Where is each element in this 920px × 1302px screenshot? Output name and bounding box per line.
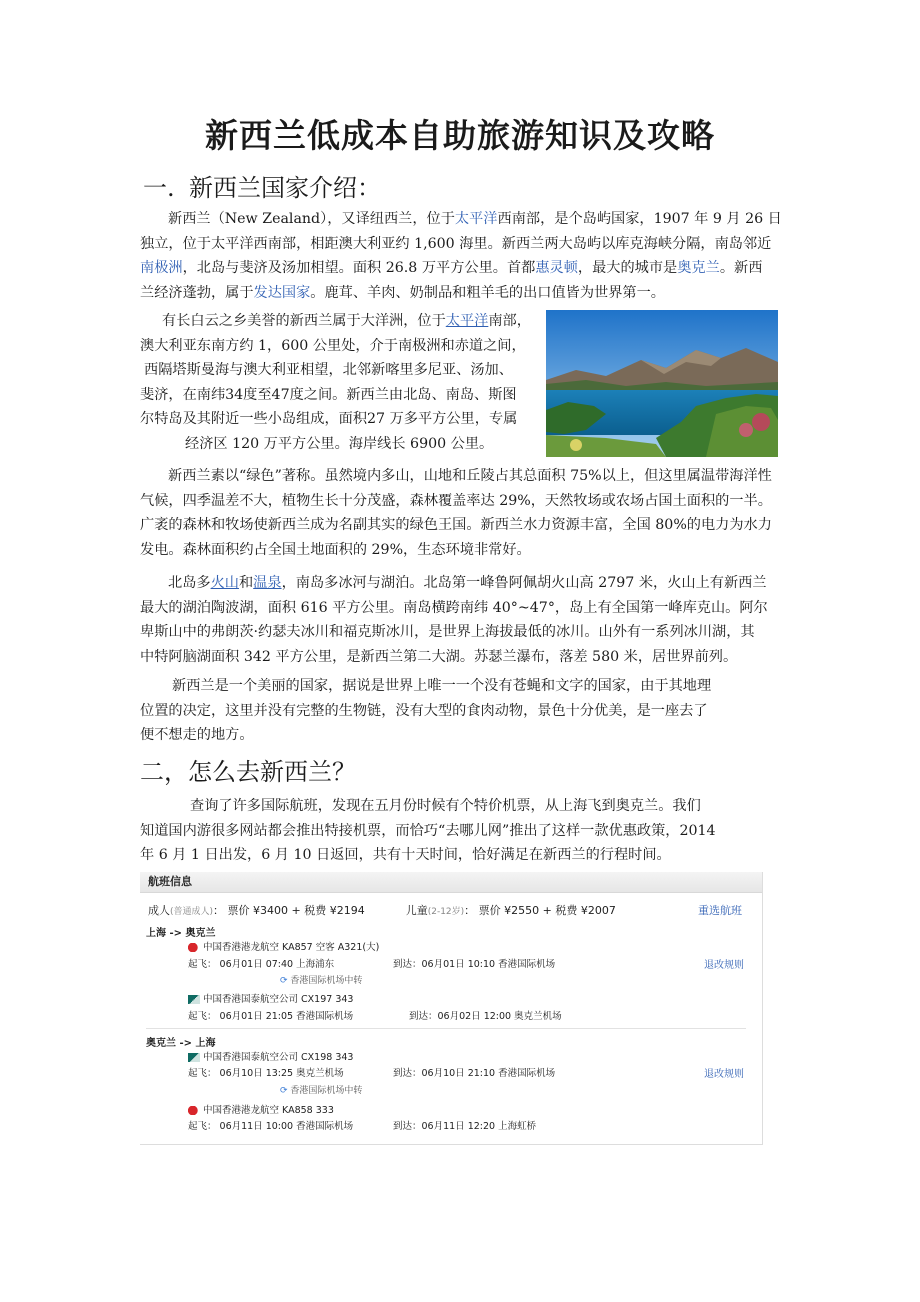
inbound-leg2-airline: 中国香港港龙航空 KA858 333 bbox=[188, 1102, 334, 1116]
beauty-paragraph: 新西兰是一个美丽的国家，据说是世界上唯一一个没有苍蝇和文字的国家，由于其地理 位置的决定，这里并没有完整的生物链，没有大型的食肉动物，景色十分优美，是一座去了 便不想走的地方。 bbox=[140, 678, 712, 743]
inbound-leg1-airline: 中国香港国泰航空公司 CX198 343 bbox=[188, 1049, 353, 1063]
price-row bbox=[148, 902, 616, 918]
section1-number: 一. bbox=[143, 174, 175, 202]
cathay-logo-icon bbox=[188, 995, 200, 1004]
inbound-change-rules-link[interactable]: 退改规则 bbox=[704, 1069, 744, 1080]
outbound-leg2-airline: 中国香港国泰航空公司 CX197 343 bbox=[188, 991, 353, 1005]
cathay-logo-icon bbox=[188, 1053, 200, 1062]
link-auckland[interactable]: 奥克兰 bbox=[677, 260, 720, 276]
outbound-leg1-depart: 起飞： 06月01日 07:40 上海浦东 bbox=[188, 959, 335, 970]
child-label: 儿童 bbox=[405, 904, 428, 917]
link-antarctica[interactable]: 南极洲 bbox=[140, 260, 183, 276]
inbound-leg2-arrive: 到达：06月11日 12:20 上海虹桥 bbox=[393, 1121, 537, 1132]
outbound-change-rules-link[interactable]: 退改规则 bbox=[704, 960, 744, 971]
dragonair-logo-icon bbox=[188, 943, 200, 952]
link-wellington[interactable]: 惠灵顿 bbox=[535, 260, 578, 276]
flight-panel-header: 航班信息 bbox=[140, 872, 762, 893]
outbound-leg1-airline: 中国香港港龙航空 KA857 空客 A321(大) bbox=[188, 939, 379, 953]
inbound-leg1-arrive: 到达：06月10日 21:10 香港国际机场 bbox=[393, 1068, 556, 1079]
link-developed-country[interactable]: 发达国家 bbox=[253, 284, 311, 301]
outbound-leg2-depart: 起飞： 06月01日 21:05 香港国际机场 bbox=[188, 1011, 354, 1022]
link-pacific-2[interactable]: 太平洋 bbox=[445, 313, 489, 329]
flight-info-panel bbox=[140, 872, 763, 1145]
adult-note: (普通成人) bbox=[170, 907, 214, 917]
section2-heading: 二，怎么去新西兰？ bbox=[140, 758, 356, 786]
section1-heading bbox=[143, 168, 381, 203]
intro-paragraph: 新西兰（New Zealand），又译纽西兰，位于太平洋西南部，是个岛屿国家，1907 年 9 月 26 日 独立，位于太平洋西南部，相距澳大利亚约 1,600 海里。新西兰两大岛屿以库克海峡分隔，南岛邻近 南极洲，北岛与斐济及汤加相望。面积 26.8 万平方公里。首都惠灵顿，最大的城市是奥克兰。新西 兰经济蓬勃，属于发达国家。鹿茸、羊肉、奶制品和粗羊毛的出口值皆为世界第一。 bbox=[140, 211, 782, 301]
inbound-leg2-depart: 起飞： 06月11日 10:00 香港国际机场 bbox=[188, 1121, 354, 1132]
green-paragraph: 新西兰素以“绿色”著称。虽然境内多山，山地和丘陵占其总面积 75%以上，但这里属温带海洋性 气候，四季温差不大，植物生长十分茂盛，森林覆盖率达 29%，天然牧场或农场占国土面积的一半。 广袤的森林和牧场使新西兰成为名副其实的绿色王国。新西兰水力资源丰富，全国 80%的电力为水力 发电。森林面积约占全国土地面积的 29%，生态环境非常好。 bbox=[140, 468, 772, 558]
inbound-transfer-note: ⟳ 香港国际机场中转 bbox=[280, 1086, 363, 1096]
outbound-leg2-arrive: 到达：06月02日 12:00 奥克兰机场 bbox=[409, 1011, 562, 1022]
link-volcano[interactable]: 火山 bbox=[210, 575, 239, 591]
child-note: (2-12岁) bbox=[427, 907, 465, 917]
landscape-illustration bbox=[546, 310, 778, 457]
page-title: 新西兰低成本自助旅游知识及攻略 bbox=[205, 116, 715, 155]
route-divider bbox=[146, 1028, 746, 1029]
geography-paragraph: 有长白云之乡美誉的新西兰属于大洋洲，位于太平洋南部， 澳大利亚东南方约 1，600 公里处，介于南极洲和赤道之间， 西隔塔斯曼海与澳大利亚相望，北邻新喀里多尼亚、汤加、 斐济，在南纬34度至47度之间。新西兰由北岛、南岛、斯图 尔特岛及其附近一些小岛组成，面积27 万多平方公里，专属 经济区 120 万平方公里。海岸线长 6900 公里。 bbox=[140, 313, 531, 452]
inbound-route: 奥克兰 -> 上海 bbox=[146, 1038, 216, 1049]
child-price: ： 票价 ¥2550 + 税费 ¥2007 bbox=[464, 904, 616, 917]
outbound-leg1-arrive: 到达：06月01日 10:10 香港国际机场 bbox=[393, 959, 556, 970]
outbound-transfer-note: ⟳ 香港国际机场中转 bbox=[280, 976, 363, 986]
outbound-route: 上海 -> 奥克兰 bbox=[146, 928, 216, 939]
adult-label: 成人 bbox=[148, 904, 170, 917]
transfer-icon: ⟳ bbox=[280, 976, 288, 986]
inbound-leg1-depart: 起飞： 06月10日 13:25 奥克兰机场 bbox=[188, 1068, 344, 1079]
transfer-icon: ⟳ bbox=[280, 1086, 288, 1096]
islands-paragraph: 北岛多火山和温泉，南岛多冰河与湖泊。北岛第一峰鲁阿佩胡火山高 2797 米，火山上有新西兰 最大的湖泊陶波湖，面积 616 平方公里。南岛横跨南纬 40°~47°，岛上有全国第一峰库克山。阿尔 卑斯山中的弗朗茨·约瑟夫冰川和福克斯冰川，是世界上海拔最低的冰川。山外有一系列冰川湖，其 中特阿脑湖面积 342 平方公里，是新西兰第二大湖。苏瑟兰瀑布，落差 580 米，居世界前列。 bbox=[140, 575, 768, 665]
dragonair-logo-icon bbox=[188, 1106, 200, 1115]
link-hot-spring[interactable]: 温泉 bbox=[253, 575, 282, 591]
adult-price: ： 票价 ¥3400 + 税费 ¥2194 bbox=[213, 904, 365, 917]
reselect-flight-link[interactable]: 重选航班 bbox=[698, 904, 742, 917]
flight-paragraph: 查询了许多国际航班，发现在五月份时候有个特价机票，从上海飞到奥克兰。我们 知道国内游很多网站都会推出特接机票，而恰巧“去哪儿网”推出了这样一款优惠政策，2014 年 6 月 1 日出发，6 月 10 日返回，共有十天时间，恰好满足在新西兰的行程时间。 bbox=[140, 798, 716, 863]
lake-landscape-photo bbox=[546, 310, 778, 457]
section1-title: 新西兰国家介绍： bbox=[189, 174, 381, 202]
link-pacific[interactable]: 太平洋 bbox=[454, 211, 498, 227]
